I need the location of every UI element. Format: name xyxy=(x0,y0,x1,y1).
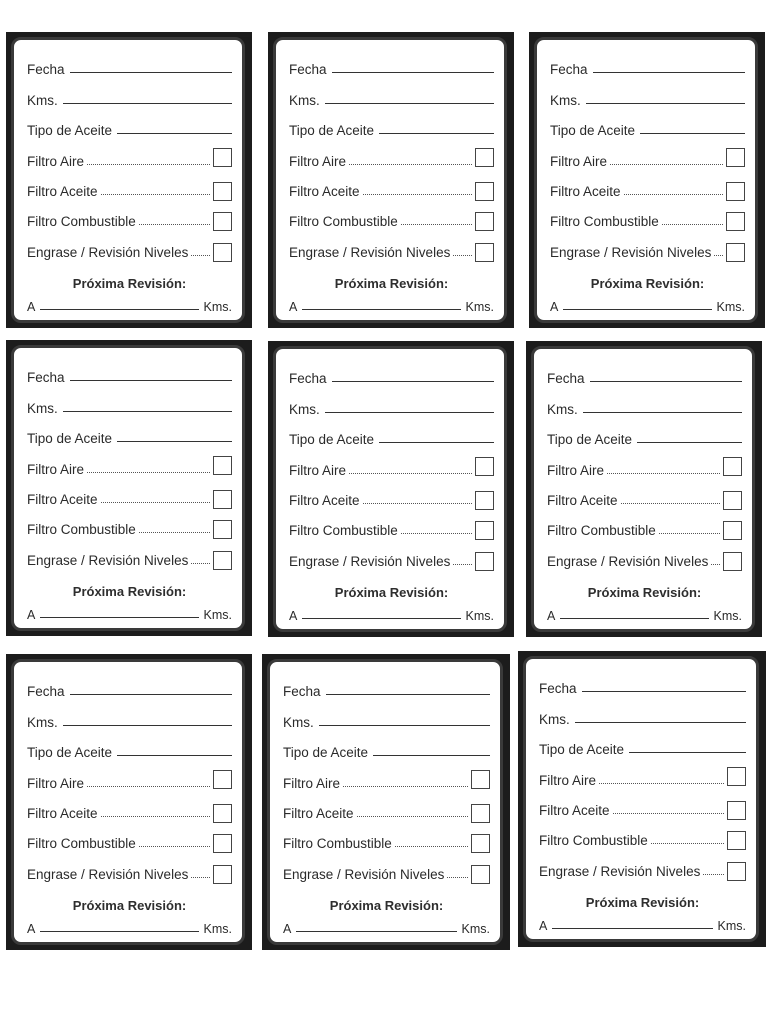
fecha-row xyxy=(547,360,742,390)
dot-leader xyxy=(101,502,210,503)
dot-leader xyxy=(447,877,468,878)
filtro-aceite-row xyxy=(27,481,232,511)
engrase-checkbox[interactable] xyxy=(471,865,490,884)
fecha-field[interactable] xyxy=(593,72,745,73)
fecha-label: Fecha xyxy=(283,684,321,700)
fecha-row xyxy=(289,51,494,81)
tipo-aceite-field[interactable] xyxy=(379,133,494,134)
filtro-aire-row xyxy=(27,450,232,480)
service-card-frame xyxy=(518,651,766,947)
proxima-revision-heading: Próxima Revisión: xyxy=(587,584,702,600)
dot-leader xyxy=(401,224,472,225)
filtro-aceite-label: Filtro Aceite xyxy=(289,183,360,199)
kms-field[interactable] xyxy=(325,412,494,413)
filtro-combustible-row xyxy=(547,512,742,542)
dot-leader xyxy=(363,194,472,195)
kms-suffix-label: Kms. xyxy=(713,609,742,623)
engrase-checkbox[interactable] xyxy=(213,551,232,570)
tipo-aceite-field[interactable] xyxy=(637,442,742,443)
kms-field[interactable] xyxy=(325,103,494,104)
fecha-label: Fecha xyxy=(27,62,65,78)
engrase-checkbox[interactable] xyxy=(475,552,494,571)
filtro-aceite-row xyxy=(283,795,490,825)
filtro-aire-label: Filtro Aire xyxy=(27,461,85,477)
filtro-combustible-label: Filtro Combustible xyxy=(283,836,392,852)
fecha-label: Fecha xyxy=(550,62,588,78)
kms-label: Kms. xyxy=(27,714,58,730)
proxima-revision-heading: Próxima Revisión: xyxy=(72,583,187,599)
service-card xyxy=(11,659,245,945)
filtro-aire-label: Filtro Aire xyxy=(27,153,85,169)
kms-field[interactable] xyxy=(63,725,232,726)
a-label: A xyxy=(550,300,559,314)
filtro-aceite-label: Filtro Aceite xyxy=(27,491,98,507)
a-label: A xyxy=(27,300,36,314)
tipo-aceite-field[interactable] xyxy=(373,755,490,756)
filtro-aceite-row xyxy=(27,795,232,825)
filtro-aceite-label: Filtro Aceite xyxy=(27,183,98,199)
filtro-combustible-checkbox[interactable] xyxy=(475,521,494,540)
dot-leader xyxy=(139,224,210,225)
kms-row xyxy=(289,81,494,111)
fecha-row xyxy=(27,51,232,81)
dot-leader xyxy=(87,786,210,787)
kms-suffix-label: Kms. xyxy=(203,608,232,622)
dot-leader xyxy=(343,786,468,787)
filtro-aceite-row xyxy=(289,173,494,203)
dot-leader xyxy=(651,843,724,844)
proxima-revision-row xyxy=(289,300,494,314)
engrase-label: Engrase / Revisión Niveles xyxy=(283,866,445,882)
tipo-aceite-row xyxy=(283,734,490,764)
tipo-aceite-row xyxy=(550,112,745,142)
filtro-aceite-label: Filtro Aceite xyxy=(550,183,621,199)
filtro-aceite-row xyxy=(547,482,742,512)
filtro-aire-label: Filtro Aire xyxy=(289,153,347,169)
kms-row xyxy=(550,81,745,111)
engrase-label: Engrase / Revisión Niveles xyxy=(27,866,189,882)
proxima-revision-heading: Próxima Revisión: xyxy=(585,894,700,910)
filtro-combustible-row xyxy=(283,825,490,855)
fecha-field[interactable] xyxy=(332,72,494,73)
filtro-aceite-checkbox[interactable] xyxy=(471,804,490,823)
service-card-frame xyxy=(529,32,765,328)
kms-row xyxy=(539,700,746,730)
tipo-aceite-field[interactable] xyxy=(640,133,745,134)
kms-row xyxy=(27,389,232,419)
engrase-label: Engrase / Revisión Niveles xyxy=(289,244,451,260)
proxima-revision-heading: Próxima Revisión: xyxy=(72,275,187,291)
filtro-combustible-checkbox[interactable] xyxy=(213,834,232,853)
kms-label: Kms. xyxy=(539,711,570,727)
proxima-revision-row xyxy=(550,300,745,314)
kms-label: Kms. xyxy=(289,401,320,417)
kms-field[interactable] xyxy=(583,412,742,413)
tipo-aceite-row xyxy=(27,420,232,450)
kms-field[interactable] xyxy=(586,103,745,104)
engrase-label: Engrase / Revisión Niveles xyxy=(550,244,712,260)
filtro-aceite-checkbox[interactable] xyxy=(213,804,232,823)
dot-leader xyxy=(349,473,472,474)
dot-leader xyxy=(711,564,720,565)
filtro-combustible-label: Filtro Combustible xyxy=(289,523,398,539)
tipo-aceite-label: Tipo de Aceite xyxy=(289,123,375,139)
tipo-aceite-field[interactable] xyxy=(629,752,746,753)
filtro-aire-row xyxy=(289,451,494,481)
filtro-aire-checkbox[interactable] xyxy=(726,148,745,167)
filtro-combustible-row xyxy=(539,822,746,852)
filtro-aire-label: Filtro Aire xyxy=(289,462,347,478)
service-card xyxy=(531,346,755,632)
kms-suffix-label: Kms. xyxy=(717,919,746,933)
filtro-aceite-label: Filtro Aceite xyxy=(27,805,98,821)
filtro-aceite-label: Filtro Aceite xyxy=(547,492,618,508)
proxima-kms-field[interactable] xyxy=(40,309,198,310)
tipo-aceite-row xyxy=(539,731,746,761)
filtro-aire-checkbox[interactable] xyxy=(723,457,742,476)
filtro-combustible-checkbox[interactable] xyxy=(727,831,746,850)
engrase-checkbox[interactable] xyxy=(723,552,742,571)
tipo-aceite-row xyxy=(547,421,742,451)
filtro-aceite-row xyxy=(539,792,746,822)
dot-leader xyxy=(613,813,724,814)
engrase-row xyxy=(550,233,745,263)
filtro-aceite-checkbox[interactable] xyxy=(723,491,742,510)
fecha-field[interactable] xyxy=(70,72,232,73)
kms-row xyxy=(547,390,742,420)
service-card xyxy=(273,37,507,323)
service-card xyxy=(267,659,503,945)
filtro-aire-row xyxy=(27,764,232,794)
a-label: A xyxy=(547,609,556,623)
dot-leader xyxy=(349,164,472,165)
kms-row xyxy=(27,703,232,733)
fecha-field[interactable] xyxy=(326,694,490,695)
kms-suffix-label: Kms. xyxy=(716,300,745,314)
fecha-label: Fecha xyxy=(27,684,65,700)
dot-leader xyxy=(624,194,723,195)
dot-leader xyxy=(714,255,723,256)
filtro-aire-row xyxy=(283,764,490,794)
engrase-row xyxy=(27,855,232,885)
filtro-aire-row xyxy=(289,142,494,172)
a-label: A xyxy=(289,300,298,314)
filtro-aceite-checkbox[interactable] xyxy=(213,182,232,201)
filtro-aire-checkbox[interactable] xyxy=(213,456,232,475)
engrase-row xyxy=(289,233,494,263)
dot-leader xyxy=(363,503,472,504)
engrase-row xyxy=(547,542,742,572)
fecha-label: Fecha xyxy=(547,371,585,387)
proxima-revision-row xyxy=(27,300,232,314)
a-label: A xyxy=(27,922,36,936)
filtro-combustible-row xyxy=(27,511,232,541)
dot-leader xyxy=(101,194,210,195)
filtro-combustible-label: Filtro Combustible xyxy=(27,214,136,230)
filtro-aceite-row xyxy=(550,173,745,203)
filtro-combustible-checkbox[interactable] xyxy=(213,520,232,539)
service-card-frame xyxy=(6,32,252,328)
filtro-combustible-label: Filtro Combustible xyxy=(539,833,648,849)
dot-leader xyxy=(395,846,468,847)
service-card-frame xyxy=(526,341,762,637)
service-card-frame xyxy=(6,654,252,950)
dot-leader xyxy=(101,816,210,817)
service-card-frame xyxy=(262,654,510,950)
filtro-combustible-row xyxy=(550,203,745,233)
kms-suffix-label: Kms. xyxy=(465,609,494,623)
kms-label: Kms. xyxy=(550,92,581,108)
filtro-aire-checkbox[interactable] xyxy=(471,770,490,789)
tipo-aceite-row xyxy=(289,112,494,142)
filtro-combustible-checkbox[interactable] xyxy=(471,834,490,853)
filtro-aceite-row xyxy=(27,173,232,203)
filtro-aire-label: Filtro Aire xyxy=(547,462,605,478)
engrase-label: Engrase / Revisión Niveles xyxy=(27,244,189,260)
dot-leader xyxy=(139,846,210,847)
kms-suffix-label: Kms. xyxy=(203,300,232,314)
kms-suffix-label: Kms. xyxy=(465,300,494,314)
fecha-field[interactable] xyxy=(70,380,232,381)
fecha-row xyxy=(27,359,232,389)
engrase-row xyxy=(283,855,490,885)
dot-leader xyxy=(191,255,210,256)
proxima-revision-heading: Próxima Revisión: xyxy=(590,275,705,291)
tipo-aceite-row xyxy=(27,734,232,764)
proxima-revision-row xyxy=(283,922,490,936)
proxima-kms-field[interactable] xyxy=(302,618,460,619)
filtro-aceite-checkbox[interactable] xyxy=(475,491,494,510)
filtro-combustible-checkbox[interactable] xyxy=(726,212,745,231)
fecha-row xyxy=(283,673,490,703)
proxima-revision-row xyxy=(539,919,746,933)
fecha-field[interactable] xyxy=(590,381,742,382)
kms-row xyxy=(283,703,490,733)
dot-leader xyxy=(703,874,724,875)
filtro-combustible-checkbox[interactable] xyxy=(213,212,232,231)
service-card xyxy=(534,37,758,323)
proxima-kms-field[interactable] xyxy=(552,928,712,929)
tipo-aceite-row xyxy=(27,112,232,142)
filtro-combustible-row xyxy=(27,203,232,233)
filtro-combustible-label: Filtro Combustible xyxy=(550,214,659,230)
tipo-aceite-field[interactable] xyxy=(117,133,232,134)
proxima-revision-row xyxy=(547,609,742,623)
engrase-row xyxy=(27,541,232,571)
fecha-row xyxy=(550,51,745,81)
filtro-aire-checkbox[interactable] xyxy=(475,457,494,476)
filtro-combustible-label: Filtro Combustible xyxy=(27,522,136,538)
engrase-checkbox[interactable] xyxy=(475,243,494,262)
engrase-checkbox[interactable] xyxy=(726,243,745,262)
filtro-aire-checkbox[interactable] xyxy=(213,148,232,167)
fecha-label: Fecha xyxy=(289,62,327,78)
proxima-kms-field[interactable] xyxy=(296,931,456,932)
filtro-combustible-checkbox[interactable] xyxy=(475,212,494,231)
kms-label: Kms. xyxy=(27,400,58,416)
filtro-aire-row xyxy=(550,142,745,172)
proxima-revision-heading: Próxima Revisión: xyxy=(329,897,444,913)
kms-label: Kms. xyxy=(27,92,58,108)
proxima-revision-row xyxy=(27,922,232,936)
filtro-aire-checkbox[interactable] xyxy=(727,767,746,786)
a-label: A xyxy=(539,919,548,933)
tipo-aceite-label: Tipo de Aceite xyxy=(539,742,625,758)
kms-field[interactable] xyxy=(63,411,232,412)
tipo-aceite-label: Tipo de Aceite xyxy=(283,745,369,761)
filtro-aceite-label: Filtro Aceite xyxy=(539,802,610,818)
filtro-aire-checkbox[interactable] xyxy=(213,770,232,789)
tipo-aceite-field[interactable] xyxy=(379,442,494,443)
filtro-combustible-row xyxy=(27,825,232,855)
engrase-checkbox[interactable] xyxy=(213,865,232,884)
a-label: A xyxy=(289,609,298,623)
engrase-row xyxy=(289,542,494,572)
kms-label: Kms. xyxy=(289,92,320,108)
proxima-kms-field[interactable] xyxy=(302,309,460,310)
filtro-aceite-row xyxy=(289,482,494,512)
dot-leader xyxy=(357,816,468,817)
engrase-label: Engrase / Revisión Niveles xyxy=(539,863,701,879)
filtro-aceite-checkbox[interactable] xyxy=(475,182,494,201)
service-card xyxy=(273,346,507,632)
fecha-label: Fecha xyxy=(289,371,327,387)
filtro-aceite-label: Filtro Aceite xyxy=(289,492,360,508)
tipo-aceite-field[interactable] xyxy=(117,441,232,442)
filtro-aire-row xyxy=(539,761,746,791)
engrase-checkbox[interactable] xyxy=(727,862,746,881)
fecha-row xyxy=(289,360,494,390)
filtro-combustible-row xyxy=(289,512,494,542)
engrase-label: Engrase / Revisión Niveles xyxy=(547,553,709,569)
kms-label: Kms. xyxy=(283,714,314,730)
dot-leader xyxy=(662,224,723,225)
dot-leader xyxy=(401,533,472,534)
dot-leader xyxy=(599,783,724,784)
kms-suffix-label: Kms. xyxy=(461,922,490,936)
a-label: A xyxy=(27,608,36,622)
filtro-combustible-label: Filtro Combustible xyxy=(289,214,398,230)
proxima-kms-field[interactable] xyxy=(40,617,198,618)
kms-row xyxy=(289,390,494,420)
fecha-field[interactable] xyxy=(582,691,746,692)
kms-field[interactable] xyxy=(63,103,232,104)
tipo-aceite-label: Tipo de Aceite xyxy=(27,745,113,761)
proxima-kms-field[interactable] xyxy=(560,618,708,619)
engrase-label: Engrase / Revisión Niveles xyxy=(27,552,189,568)
service-card-frame xyxy=(268,341,514,637)
proxima-revision-heading: Próxima Revisión: xyxy=(72,897,187,913)
filtro-combustible-row xyxy=(289,203,494,233)
tipo-aceite-field[interactable] xyxy=(117,755,232,756)
filtro-aceite-checkbox[interactable] xyxy=(726,182,745,201)
fecha-row xyxy=(27,673,232,703)
filtro-aire-row xyxy=(27,142,232,172)
dot-leader xyxy=(621,503,720,504)
proxima-revision-heading: Próxima Revisión: xyxy=(334,275,449,291)
filtro-aceite-checkbox[interactable] xyxy=(213,490,232,509)
fecha-label: Fecha xyxy=(27,370,65,386)
proxima-kms-field[interactable] xyxy=(40,931,198,932)
engrase-row xyxy=(27,233,232,263)
service-card-frame xyxy=(268,32,514,328)
fecha-field[interactable] xyxy=(70,694,232,695)
filtro-combustible-label: Filtro Combustible xyxy=(547,523,656,539)
filtro-aceite-checkbox[interactable] xyxy=(727,801,746,820)
tipo-aceite-label: Tipo de Aceite xyxy=(550,123,636,139)
dot-leader xyxy=(610,164,723,165)
service-card-frame xyxy=(6,340,252,636)
filtro-aceite-label: Filtro Aceite xyxy=(283,805,354,821)
proxima-revision-row xyxy=(289,609,494,623)
tipo-aceite-label: Tipo de Aceite xyxy=(27,123,113,139)
filtro-aire-label: Filtro Aire xyxy=(550,153,608,169)
kms-suffix-label: Kms. xyxy=(203,922,232,936)
filtro-aire-label: Filtro Aire xyxy=(539,772,597,788)
a-label: A xyxy=(283,922,292,936)
proxima-revision-row xyxy=(27,608,232,622)
dot-leader xyxy=(191,877,210,878)
engrase-label: Engrase / Revisión Niveles xyxy=(289,553,451,569)
kms-field[interactable] xyxy=(319,725,490,726)
dot-leader xyxy=(139,532,210,533)
filtro-aire-label: Filtro Aire xyxy=(27,775,85,791)
service-card xyxy=(11,37,245,323)
filtro-aire-row xyxy=(547,451,742,481)
service-card xyxy=(523,656,759,942)
dot-leader xyxy=(191,563,210,564)
fecha-field[interactable] xyxy=(332,381,494,382)
kms-field[interactable] xyxy=(575,722,746,723)
tipo-aceite-row xyxy=(289,421,494,451)
filtro-combustible-label: Filtro Combustible xyxy=(27,836,136,852)
dot-leader xyxy=(453,255,472,256)
tipo-aceite-label: Tipo de Aceite xyxy=(27,431,113,447)
filtro-aire-label: Filtro Aire xyxy=(283,775,341,791)
proxima-kms-field[interactable] xyxy=(563,309,711,310)
service-card xyxy=(11,345,245,631)
dot-leader xyxy=(453,564,472,565)
fecha-row xyxy=(539,670,746,700)
engrase-checkbox[interactable] xyxy=(213,243,232,262)
engrase-row xyxy=(539,852,746,882)
filtro-combustible-checkbox[interactable] xyxy=(723,521,742,540)
fecha-label: Fecha xyxy=(539,681,577,697)
tipo-aceite-label: Tipo de Aceite xyxy=(547,432,633,448)
kms-label: Kms. xyxy=(547,401,578,417)
filtro-aire-checkbox[interactable] xyxy=(475,148,494,167)
dot-leader xyxy=(87,472,210,473)
tipo-aceite-label: Tipo de Aceite xyxy=(289,432,375,448)
kms-row xyxy=(27,81,232,111)
dot-leader xyxy=(659,533,720,534)
proxima-revision-heading: Próxima Revisión: xyxy=(334,584,449,600)
dot-leader xyxy=(607,473,720,474)
dot-leader xyxy=(87,164,210,165)
